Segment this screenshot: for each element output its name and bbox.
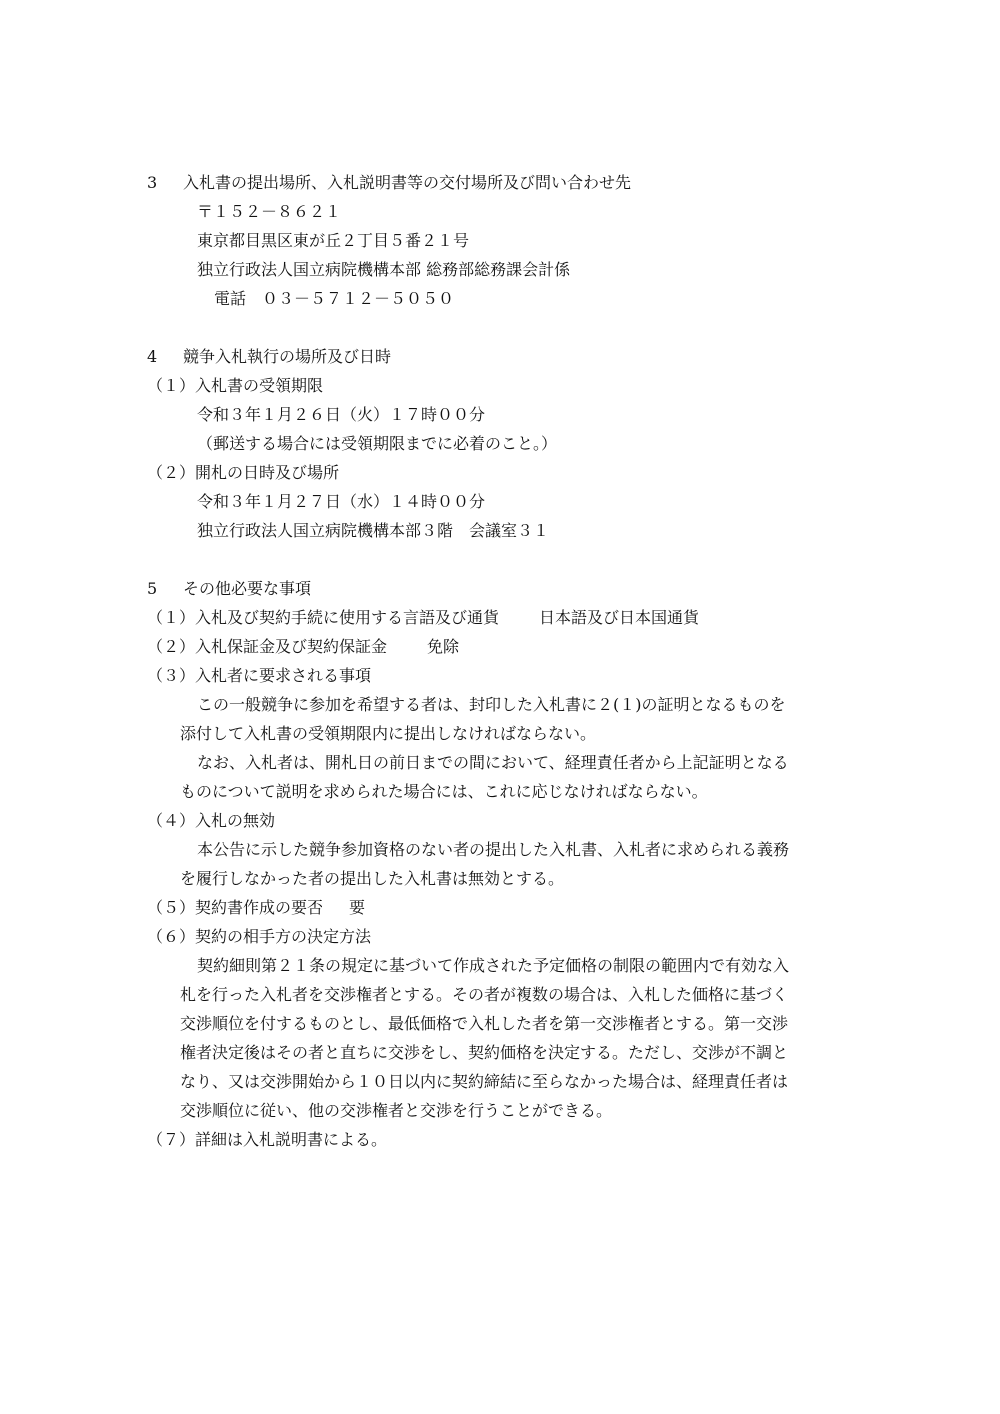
address: 東京都目黒区東が丘２丁目５番２１号: [197, 231, 470, 250]
opening-place: 独立行政法人国立病院機構本部３階 会議室３１: [197, 521, 550, 540]
section-3-heading: [147, 172, 631, 194]
section-5-item-1: [147, 607, 699, 629]
section-5-item-6-label: （６）契約の相手方の決定方法: [147, 927, 372, 946]
section-5-item-2: [147, 636, 459, 658]
section-5-item-5-value: 要: [349, 898, 366, 917]
section-5-item-2-value: 免除: [427, 637, 460, 656]
item-3-paragraph-2-line-2: ものについて説明を求められた場合には、これに応じなければならない。: [180, 782, 708, 801]
section-5-item-5: [147, 897, 365, 919]
section-5-item-1-value: 日本語及び日本国通貨: [539, 608, 700, 627]
item-6-line-6: 交渉順位に従い、他の交渉権者と交渉を行うことができる。: [180, 1101, 613, 1120]
item-6-line-4: 権者決定後はその者と直ちに交渉をし、契約価格を決定する。ただし、交渉が不調と: [180, 1043, 789, 1062]
section-5-heading: [147, 578, 311, 600]
item-6-line-3: 交渉順位を付するものとし、最低価格で入札した者を第一交渉権者とする。第一交渉: [180, 1014, 789, 1033]
section-4-item-1-label: （１）入札書の受領期限: [147, 376, 324, 395]
section-3-number: 3: [147, 173, 158, 192]
opening-datetime: 令和３年１月２７日（水）１４時００分: [197, 492, 486, 511]
item-3-paragraph-1-line-1: この一般競争に参加を希望する者は、封印した入札書に２(１)の証明となるものを: [197, 695, 786, 714]
section-5-item-7-label: （７）詳細は入札説明書による。: [147, 1130, 388, 1149]
item-3-paragraph-1-line-2: 添付して入札書の受領期限内に提出しなければならない。: [180, 724, 597, 743]
item-6-line-2: 札を行った入札者を交渉権者とする。その者が複数の場合は、入札した価格に基づく: [180, 985, 789, 1004]
section-5-title: その他必要な事項: [183, 579, 312, 598]
section-5-item-4-label: （４）入札の無効: [147, 811, 276, 830]
section-4-number: 4: [147, 347, 158, 366]
item-3-paragraph-2-line-1: なお、入札者は、開札日の前日までの間において、経理責任者から上記証明となる: [197, 753, 789, 772]
section-5-item-5-label: （５）契約書作成の要否: [147, 898, 324, 917]
section-4-item-2-label: （２）開札の日時及び場所: [147, 463, 340, 482]
section-3-title: 入札書の提出場所、入札説明書等の交付場所及び問い合わせ先: [183, 173, 632, 192]
mail-note: （郵送する場合には受領期限までに必着のこと。）: [197, 434, 558, 453]
deadline-datetime: 令和３年１月２６日（火）１７時００分: [197, 405, 486, 424]
section-5-item-3-label: （３）入札者に要求される事項: [147, 666, 372, 685]
organization: 独立行政法人国立病院機構本部 総務部総務課会計係: [197, 260, 571, 279]
item-4-line-1: 本公告に示した競争参加資格のない者の提出した入札書、入札者に求められる義務: [197, 840, 790, 859]
item-4-line-2: を履行しなかった者の提出した入札書は無効とする。: [180, 869, 565, 888]
section-5-item-2-label: （２）入札保証金及び契約保証金: [147, 637, 388, 656]
section-5-number: 5: [147, 579, 158, 598]
section-5-item-1-label: （１）入札及び契約手続に使用する言語及び通貨: [147, 608, 500, 627]
item-6-line-5: なり、又は交渉開始から１０日以内に契約締結に至らなかった場合は、経理責任者は: [180, 1072, 789, 1091]
item-6-line-1: 契約細則第２１条の規定に基づいて作成された予定価格の制限の範囲内で有効な入: [197, 956, 790, 975]
section-4-heading: [147, 346, 391, 368]
phone-number: 電話 ０３－５７１２－５０５０: [214, 289, 455, 308]
section-4-title: 競争入札執行の場所及び日時: [183, 347, 392, 366]
postal-code: 〒１５２－８６２１: [197, 202, 342, 221]
